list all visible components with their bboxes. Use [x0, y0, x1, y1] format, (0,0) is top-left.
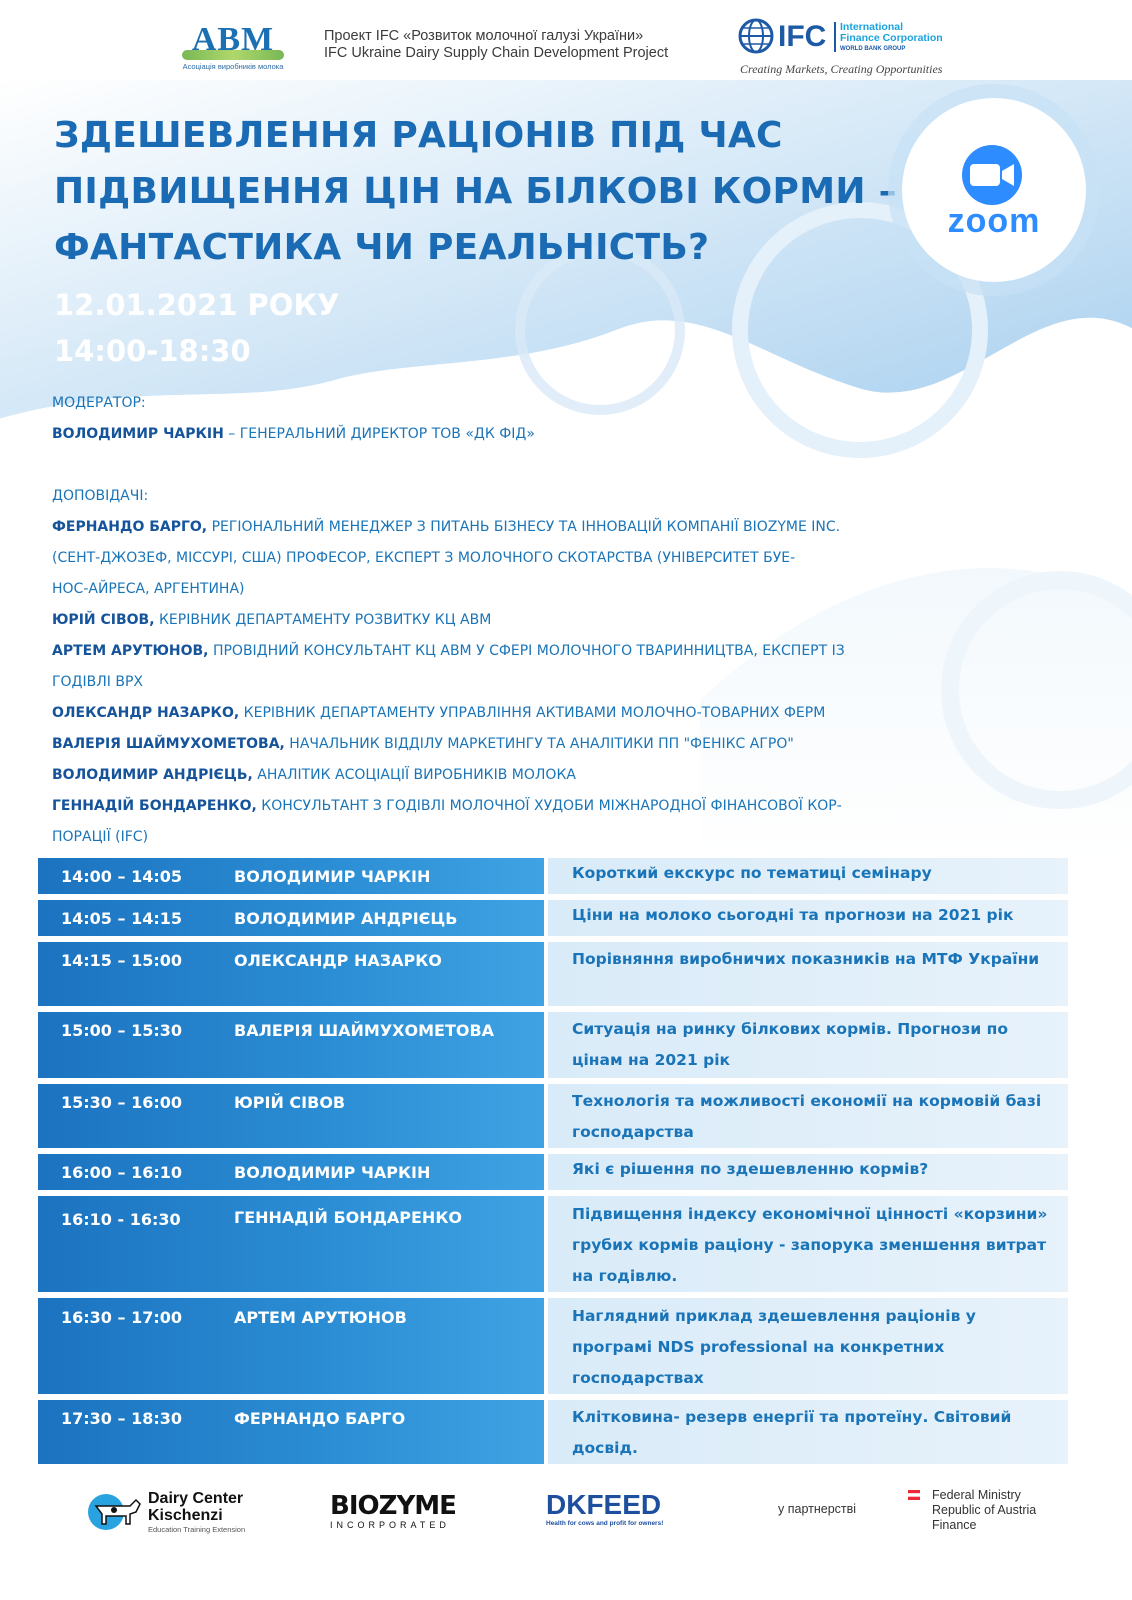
agenda-topic: Які є рішення по здешевленню кормів? — [548, 1154, 1068, 1190]
event-title — [54, 108, 904, 276]
partnership-label: у партнерстві — [778, 1502, 857, 1516]
speaker-name: ВАЛЕРІЯ ШАЙМУХОМЕТОВА, — [52, 736, 285, 752]
ifc-wordmark: IFC — [778, 20, 827, 53]
speaker-role-cont: НОС-АЙРЕСА, АРГЕНТИНА) — [52, 581, 245, 597]
agenda-slot — [38, 1012, 544, 1078]
zoom-badge — [902, 98, 1086, 282]
agenda-topic: Наглядний приклад здешевлення раціонів у програмі NDS professional на конкретних господарствах — [548, 1298, 1068, 1394]
agenda-row — [38, 900, 1068, 936]
speaker-name: ФЕРНАНДО БАРГО, — [52, 519, 208, 535]
agenda-time: 14:15 – 15:00 — [61, 951, 182, 970]
agenda-speaker: ВОЛОДИМИР ЧАРКІН — [234, 1163, 431, 1182]
speaker-role: РЕГІОНАЛЬНИЙ МЕНЕДЖЕР З ПИТАНЬ БІЗНЕСУ ТА ІННОВАЦІЙ КОМПАНІЇ BIOZYME INC. — [207, 519, 841, 535]
ifc-name-line1: International — [840, 21, 904, 33]
speaker-entry — [52, 512, 1052, 543]
ifc-tagline: Creating Markets, Creating Opportunities — [740, 62, 943, 76]
agenda-row — [38, 942, 1068, 1006]
moderator-name: ВОЛОДИМИР ЧАРКІН — [52, 426, 224, 442]
avm-logo-subtitle: Асоціація виробників молока — [182, 62, 284, 71]
ifc-divider — [834, 22, 836, 52]
cow-icon — [86, 1488, 142, 1532]
agenda-speaker: ОЛЕКСАНДР НАЗАРКО — [234, 951, 442, 970]
austria-line3: Finance — [932, 1518, 977, 1532]
speaker-name: ГЕННАДІЙ БОНДАРЕНКО, — [52, 798, 257, 814]
agenda-topic: Ціни на молоко сьогодні та прогнози на 2021 рік — [548, 900, 1068, 936]
agenda-speaker: АРТЕМ АРУТЮНОВ — [234, 1308, 407, 1327]
agenda-slot — [38, 900, 544, 936]
speaker-role: КЕРІВНИК ДЕПАРТАМЕНТУ РОЗВИТКУ КЦ АВМ — [154, 612, 492, 628]
spacer — [52, 450, 1052, 481]
project-line-ua: Проект IFC «Розвиток молочної галузі України» — [324, 28, 644, 44]
dkfeed-slogan: Health for cows and profit for owners! — [546, 1520, 664, 1527]
speaker-name: ЮРІЙ СІВОВ, — [52, 612, 155, 628]
moderator-role: – ГЕНЕРАЛЬНИЙ ДИРЕКТОР ТОВ «ДК ФІД» — [223, 426, 535, 442]
speaker-role: КОНСУЛЬТАНТ З ГОДІВЛІ МОЛОЧНОЇ ХУДОБИ МІЖНАРОДНОЇ ФІНАНСОВОЇ КОР- — [256, 798, 842, 814]
speaker-role: ПРОВІДНИЙ КОНСУЛЬТАНТ КЦ АВМ У СФЕРІ МОЛОЧНОГО ТВАРИННИЦТВА, ЕКСПЕРТ ІЗ — [208, 643, 845, 659]
agenda-speaker: ФЕРНАНДО БАРГО — [234, 1409, 406, 1428]
speaker-entry — [52, 760, 1052, 791]
agenda-row — [38, 1196, 1068, 1292]
avm-logo-word: АВМ — [191, 21, 275, 58]
agenda-topic: Підвищення індексу економічної цінності «корзини» грубих кормів раціону - запорука зменшення витрат на годівлю. — [548, 1196, 1068, 1292]
agenda-slot — [38, 1298, 544, 1394]
title-line-1: ЗДЕШЕВЛЕННЯ РАЦІОНІВ ПІД ЧАС — [54, 115, 783, 156]
agenda-slot — [38, 942, 544, 1006]
agenda-topic: Технологія та можливості економії на кормовій базі господарства — [548, 1084, 1068, 1148]
speaker-role-cont: (СЕНТ-ДЖОЗЕФ, МІССУРІ, США) ПРОФЕСОР, ЕКСПЕРТ З МОЛОЧНОГО СКОТАРСТВА (УНІВЕРСИТЕТ БУЕ- — [52, 550, 796, 566]
moderator-heading: МОДЕРАТОР: — [52, 395, 146, 411]
agenda-row — [38, 1084, 1068, 1148]
participants — [52, 388, 1052, 853]
agenda-time: 15:00 – 15:30 — [61, 1021, 182, 1040]
agenda-row — [38, 1012, 1068, 1078]
agenda-slot — [38, 1084, 544, 1148]
project-line-en: IFC Ukraine Dairy Supply Chain Development Project — [324, 45, 669, 61]
ifc-name-line2: Finance Corporation — [840, 32, 943, 44]
event-datetime — [54, 282, 340, 374]
biozyme-subtitle: INCORPORATED — [330, 1520, 450, 1530]
agenda-topic: Клітковина- резерв енергії та протеїну. Світовий досвід. — [548, 1400, 1068, 1464]
agenda-speaker: ВОЛОДИМИР АНДРІЄЦЬ — [234, 909, 458, 928]
speaker-role-cont: ПОРАЦІЇ (IFC) — [52, 829, 149, 845]
austria-line2: Republic of Austria — [932, 1503, 1037, 1517]
dairy-center-line1: Dairy Center — [148, 1490, 244, 1507]
agenda-row — [38, 1154, 1068, 1190]
agenda-time: 14:00 – 14:05 — [61, 867, 182, 886]
globe-icon — [738, 18, 774, 54]
dkfeed-wordmark: DKFEED — [546, 1489, 662, 1520]
agenda-topic: Ситуація на ринку білкових кормів. Прогнози по цінам на 2021 рік — [548, 1012, 1068, 1078]
speaker-entry — [52, 698, 1052, 729]
agenda-time: 16:00 – 16:10 — [61, 1163, 182, 1182]
agenda-row — [38, 1400, 1068, 1464]
speaker-role-cont: ГОДІВЛІ ВРХ — [52, 674, 143, 690]
agenda-speaker: ЮРІЙ СІВОВ — [234, 1093, 346, 1112]
agenda-time: 15:30 – 16:00 — [61, 1093, 182, 1112]
speaker-role: АНАЛІТИК АСОЦІАЦІЇ ВИРОБНИКІВ МОЛОКА — [252, 767, 576, 783]
agenda-topic: Порівняння виробничих показників на МТФ України — [548, 942, 1068, 1006]
speaker-name: ВОЛОДИМИР АНДРІЄЦЬ, — [52, 767, 253, 783]
speaker-entry — [52, 791, 1052, 822]
video-camera-icon — [952, 144, 1032, 206]
speaker-name: ОЛЕКСАНДР НАЗАРКО, — [52, 705, 240, 721]
dkfeed-logo — [546, 1490, 663, 1527]
ifc-group: WORLD BANK GROUP — [840, 46, 906, 52]
agenda-slot — [38, 1400, 544, 1464]
agenda-speaker: ВОЛОДИМИР ЧАРКІН — [234, 867, 431, 886]
avm-logo — [178, 20, 288, 80]
speaker-role: НАЧАЛЬНИК ВІДДІЛУ МАРКЕТИНГУ ТА АНАЛІТИКИ ПП "ФЕНІКС АГРО" — [284, 736, 794, 752]
ifc-logo — [738, 18, 958, 78]
agenda-table — [38, 858, 1068, 1470]
title-line-2: ПІДВИЩЕННЯ ЦІН НА БІЛКОВІ КОРМИ – — [54, 171, 897, 212]
agenda-speaker: ВАЛЕРІЯ ШАЙМУХОМЕТОВА — [234, 1021, 495, 1040]
project-description — [324, 28, 668, 62]
ifc-name — [840, 22, 943, 44]
agenda-slot — [38, 1154, 544, 1190]
partner-logos — [0, 1482, 1132, 1552]
agenda-time: 16:10 - 16:30 — [61, 1210, 181, 1229]
austria-flag-icon — [908, 1490, 920, 1500]
speaker-entry — [52, 605, 1052, 636]
biozyme-wordmark: BIOZYME — [330, 1491, 456, 1521]
speaker-entry — [52, 636, 1052, 667]
speakers-heading: ДОПОВІДАЧІ: — [52, 488, 149, 504]
agenda-speaker: ГЕННАДІЙ БОНДАРЕНКО — [234, 1208, 462, 1227]
speaker-entry — [52, 729, 1052, 760]
agenda-topic: Короткий екскурс по тематиці семінару — [548, 858, 1068, 894]
dairy-center-name — [148, 1490, 243, 1524]
agenda-row — [38, 1298, 1068, 1394]
title-line-3: ФАНТАСТИКА ЧИ РЕАЛЬНІСТЬ? — [54, 227, 710, 268]
dairy-center-logo — [86, 1488, 286, 1538]
event-date: 12.01.2021 РОКУ — [54, 288, 340, 322]
speaker-name: АРТЕМ АРУТЮНОВ, — [52, 643, 209, 659]
biozyme-logo — [330, 1492, 456, 1530]
header — [0, 14, 1132, 78]
zoom-wordmark: zoom — [947, 202, 1041, 240]
event-time: 14:00-18:30 — [54, 334, 251, 368]
moderator-entry — [52, 419, 1052, 450]
agenda-slot — [38, 858, 544, 894]
agenda-row — [38, 858, 1068, 894]
speaker-role: КЕРІВНИК ДЕПАРТАМЕНТУ УПРАВЛІННЯ АКТИВАМИ МОЛОЧНО-ТОВАРНИХ ФЕРМ — [239, 705, 826, 721]
austria-line1: Federal Ministry — [932, 1488, 1021, 1502]
austria-ministry-name — [932, 1488, 1036, 1533]
agenda-time: 17:30 – 18:30 — [61, 1409, 182, 1428]
agenda-time: 14:05 – 14:15 — [61, 909, 182, 928]
agenda-slot — [38, 1196, 544, 1292]
agenda-time: 16:30 – 17:00 — [61, 1308, 182, 1327]
dairy-center-line2: Kischenzi — [148, 1507, 223, 1524]
dairy-center-subtitle: Education Training Extension — [148, 1525, 246, 1534]
